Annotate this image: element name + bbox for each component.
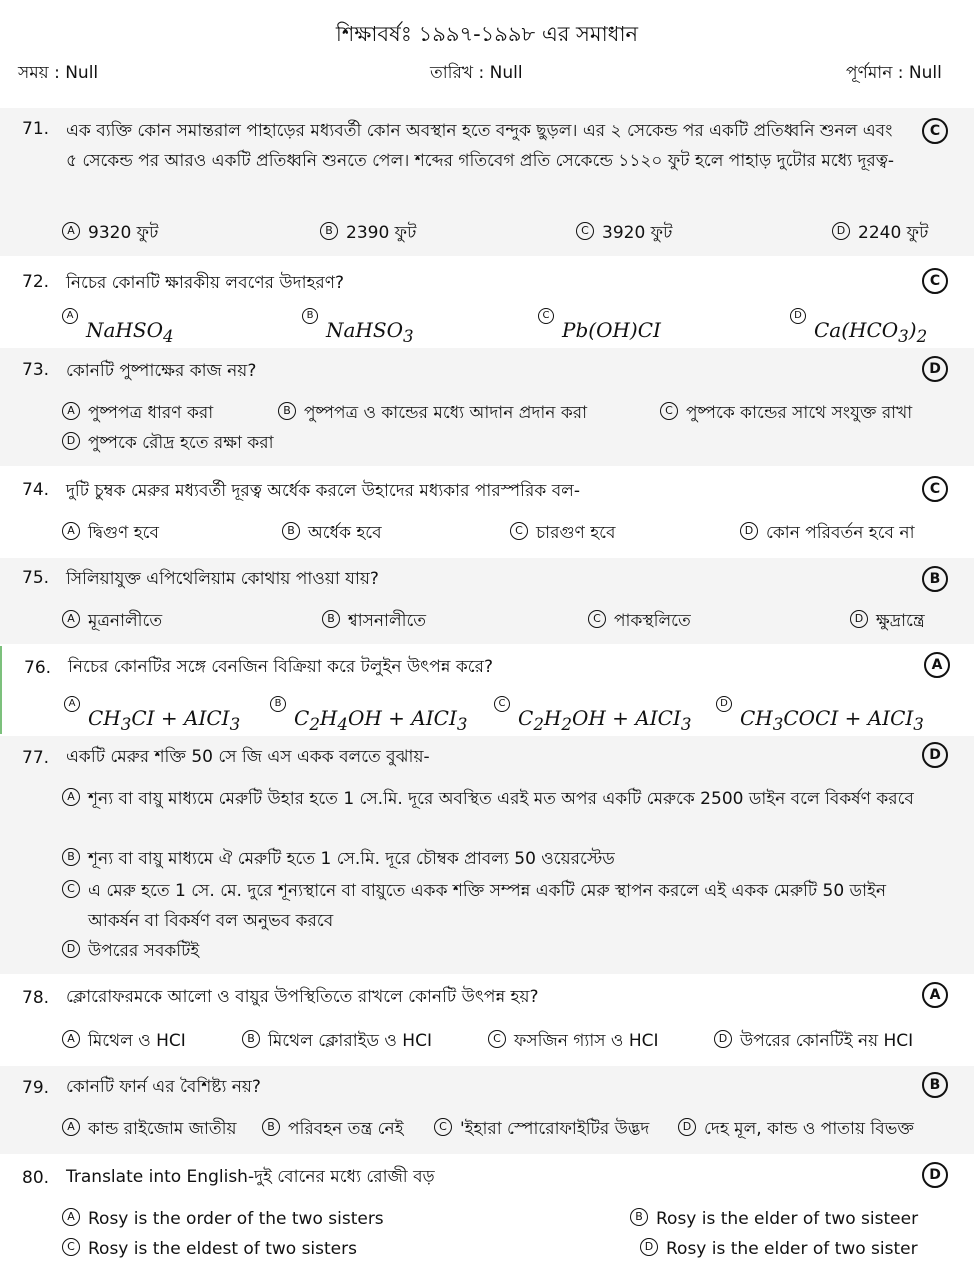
question-80 <box>0 1156 974 1270</box>
option-text: শূন্য বা বায়ু মাধ্যমে মেরুটি উহার হতে 1 সে.মি. দূরে অবস্থিত এরই মত অপর একটি মেরুকে 2500 ডাইন বলে বিকর্ষণ করবে <box>88 789 914 809</box>
option-a[interactable]: ANaHSO$_4$ <box>62 318 174 346</box>
answer-badge: C <box>922 118 948 144</box>
option-b[interactable] <box>320 218 416 248</box>
option-letter: D <box>62 432 80 450</box>
option-text: 3920 ফুট <box>602 223 673 243</box>
option-text: ক্ষুদ্রান্ত্রে <box>876 611 925 631</box>
option-c[interactable]: $CC_2H_2OH$ + $AICI_3$ <box>494 706 691 734</box>
question-text: নিচের কোনটির সঙ্গে বেনজিন বিক্রিয়া করে টলুইন উৎপন্ন করে? <box>68 657 494 677</box>
question-text: সিলিয়াযুক্ত এপিথেলিয়াম কোথায় পাওয়া যায়? <box>66 569 379 589</box>
option-a[interactable] <box>62 784 938 814</box>
option-text: 9320 ফুট <box>88 223 159 243</box>
option-text: পরিবহন তন্ত্র নেই <box>288 1119 404 1139</box>
option-a[interactable] <box>62 1026 186 1056</box>
option-d[interactable] <box>832 218 928 248</box>
option-letter: C <box>588 610 606 628</box>
option-a[interactable] <box>62 1114 237 1144</box>
option-letter: B <box>262 1118 280 1136</box>
option-letter: D <box>832 222 850 240</box>
question-71 <box>0 108 974 256</box>
option-letter: A <box>64 696 80 712</box>
option-text: পাকস্থলিতে <box>614 611 691 631</box>
answer-badge: B <box>922 1072 948 1098</box>
option-text: Rosy is the elder of two sisteer <box>656 1209 919 1229</box>
option-b[interactable] <box>242 1026 432 1056</box>
option-letter: C <box>660 402 678 420</box>
question-text: কোনটি ফার্ন এর বৈশিষ্ট্য নয়? <box>66 1077 261 1097</box>
option-a[interactable] <box>62 398 213 428</box>
option-text: অর্ধেক হবে <box>308 523 382 543</box>
option-text: 2240 ফুট <box>858 223 929 243</box>
option-text: চারগুণ হবে <box>536 523 616 543</box>
question-text: নিচের কোনটি ক্ষারকীয় লবণের উদাহরণ? <box>66 273 345 293</box>
question-text: ক্লোরোফরমকে আলো ও বায়ুর উপস্থিতিতে রাখলে কোনটি উৎপন্ন হয়? <box>66 987 539 1007</box>
option-b[interactable] <box>282 518 382 548</box>
option-c[interactable] <box>588 606 691 636</box>
option-c[interactable] <box>576 218 672 248</box>
question-77 <box>0 736 974 974</box>
option-letter: C <box>62 880 80 898</box>
option-letter: B <box>278 402 296 420</box>
option-c[interactable] <box>62 1234 357 1264</box>
option-c[interactable] <box>510 518 615 548</box>
option-b[interactable] <box>262 1114 404 1144</box>
option-letter: A <box>62 1118 80 1136</box>
option-a[interactable]: $ACH_3CI$ + $AICI_3$ <box>64 706 240 734</box>
question-number: 71. <box>22 119 50 139</box>
option-a[interactable] <box>62 1204 384 1234</box>
option-letter: D <box>62 940 80 958</box>
option-text: মিথেল ও HCI <box>88 1031 186 1051</box>
option-letter: B <box>320 222 338 240</box>
answer-badge: D <box>922 742 948 768</box>
option-text: 2390 ফুট <box>346 223 417 243</box>
full-marks-label: পূর্ণমান : Null <box>846 63 942 83</box>
answer-badge: A <box>924 652 950 678</box>
date-label: তারিখ : Null <box>430 63 523 83</box>
answer-badge: D <box>922 1162 948 1188</box>
question-text: কোনটি পুষ্পাক্ষের কাজ নয়? <box>66 361 257 381</box>
option-text: কোন পরিবর্তন হবে না <box>766 523 915 543</box>
option-letter: C <box>488 1030 506 1048</box>
question-number: 78. <box>22 988 50 1008</box>
option-d[interactable] <box>62 428 274 458</box>
option-a[interactable] <box>62 606 162 636</box>
option-text: পুষ্পপত্র ও কান্ডের মধ্যে আদান প্রদান করা <box>304 403 588 423</box>
option-text: শূন্য বা বায়ু মাধ্যমে ঐ মেরুটি হতে 1 সে.মি. দূরে চৌম্বক প্রাবল্য 50 ওয়েরস্টেড <box>88 849 615 869</box>
option-letter: A <box>62 222 80 240</box>
option-d[interactable] <box>678 1114 914 1144</box>
question-74 <box>0 468 974 556</box>
question-number: 73. <box>22 360 50 380</box>
option-text: Rosy is the elder of two sister <box>666 1239 918 1259</box>
option-letter: B <box>282 522 300 540</box>
option-d[interactable] <box>714 1026 913 1056</box>
option-letter: D <box>678 1118 696 1136</box>
question-number: 79. <box>22 1078 50 1098</box>
question-79 <box>0 1066 974 1154</box>
option-a[interactable] <box>62 518 159 548</box>
option-letter: C <box>538 308 554 324</box>
option-letter: C <box>494 696 510 712</box>
option-text: Rosy is the eldest of two sisters <box>88 1239 357 1259</box>
option-d[interactable]: $DCH_3COCI$ + $AICI_3$ <box>716 706 924 734</box>
option-text: মূত্রনালীতে <box>88 611 163 631</box>
question-number: 80. <box>22 1168 50 1188</box>
option-d[interactable] <box>62 936 938 966</box>
question-text: একটি মেরুর শক্তি 50 সে জি এস একক বলতে বুঝায়- <box>66 747 430 767</box>
option-c[interactable] <box>62 876 938 936</box>
question-number: 77. <box>22 748 50 768</box>
option-letter: C <box>434 1118 452 1136</box>
option-text: পুষ্পপত্র ধারণ করা <box>88 403 214 423</box>
option-d[interactable] <box>640 1234 918 1264</box>
option-text: Rosy is the order of the two sisters <box>88 1209 384 1229</box>
option-text: শ্বাসনালীতে <box>348 611 427 631</box>
time-label: সময় : Null <box>18 63 99 83</box>
option-b[interactable] <box>62 844 938 874</box>
option-letter: A <box>62 788 80 806</box>
option-letter: D <box>790 308 806 324</box>
question-text: Translate into English-দুই বোনের মধ্যে রোজী বড় <box>66 1167 435 1187</box>
option-letter: C <box>510 522 528 540</box>
option-text: উপরের সবকটিই <box>88 941 200 961</box>
option-text: দেহ মূল, কান্ড ও পাতায় বিভক্ত <box>704 1119 914 1139</box>
option-letter: C <box>576 222 594 240</box>
option-letter: C <box>62 1238 80 1256</box>
option-text: পুষ্পকে কান্ডের সাথে সংযুক্ত রাখা <box>686 403 913 423</box>
option-a[interactable] <box>62 218 158 248</box>
option-letter: A <box>62 1030 80 1048</box>
page-title: শিক্ষাবর্ষঃ ১৯৯৭-১৯৯৮ এর সমাধান <box>335 22 639 46</box>
option-text: এ মেরু হতে 1 সে. মে. দুরে শূন্যস্থানে বা বায়ুতে একক শক্তি সম্পন্ন একটি মেরু স্থাপন করলে এই একক মেরুটি 50 ডাইন আকর্ষন বা বিকর্ষণ বল অনুভব করবে <box>88 881 886 931</box>
option-d[interactable] <box>740 518 915 548</box>
option-letter: D <box>714 1030 732 1048</box>
answer-badge: D <box>922 356 948 382</box>
answer-badge: C <box>922 268 948 294</box>
question-text: এক ব্যক্তি কোন সমান্তরাল পাহাড়ের মধ্যবর্তী কোন অবস্থান হতে বন্দুক ছুড়ল। এর ২ সেকেন্ড পর একটি প্রতিধ্বনি শুনল এবং ৫ সেকেন্ড পর আরও একটি প্রতিধ্বনি শুনতে পেল। শব্দের গতিবেগ প্রতি সেকেন্ডে ১১২০ ফুট হলে পাহাড় দুটোর মধ্যে দূরত্ব- <box>66 121 895 171</box>
question-number: 75. <box>22 568 50 588</box>
option-b[interactable]: $BC_2H_4OH$ + $AICI_3$ <box>270 706 467 734</box>
option-b[interactable] <box>278 398 587 428</box>
question-73 <box>0 348 974 466</box>
answer-badge: A <box>922 982 948 1008</box>
option-c[interactable] <box>660 398 912 428</box>
option-letter: D <box>850 610 868 628</box>
option-letter: A <box>62 402 80 420</box>
question-number: 72. <box>22 272 50 292</box>
option-text: কান্ড রাইজোম জাতীয় <box>88 1119 237 1139</box>
option-c[interactable] <box>538 310 661 342</box>
option-text: উপরের কোনটিই নয় HCI <box>740 1031 914 1051</box>
option-text: মিথেল ক্লোরাইড ও HCI <box>268 1031 432 1051</box>
option-letter: A <box>62 308 78 324</box>
option-text: 'ইহারা স্পোরোফাইটির উদ্ভদ <box>460 1119 650 1139</box>
option-letter: D <box>640 1238 658 1256</box>
option-text: Pb(OH)CI <box>562 318 661 342</box>
option-letter: B <box>270 696 286 712</box>
option-b[interactable] <box>322 606 426 636</box>
option-b[interactable] <box>630 1204 918 1234</box>
option-letter: B <box>322 610 340 628</box>
option-b[interactable]: BNaHSO$_3$ <box>302 318 414 346</box>
question-75 <box>0 558 974 644</box>
option-letter: D <box>716 696 732 712</box>
question-number: 74. <box>22 480 50 500</box>
question-72 <box>0 258 974 346</box>
option-c[interactable] <box>434 1114 649 1144</box>
option-letter: A <box>62 522 80 540</box>
answer-badge: C <box>922 476 948 502</box>
option-letter: B <box>302 308 318 324</box>
option-letter: D <box>740 522 758 540</box>
question-78 <box>0 976 974 1064</box>
option-letter: A <box>62 610 80 628</box>
option-letter: B <box>630 1208 648 1226</box>
option-text: পুষ্পকে রৌদ্র হতে রক্ষা করা <box>88 433 274 453</box>
option-letter: B <box>242 1030 260 1048</box>
option-text: দ্বিগুণ হবে <box>88 523 159 543</box>
question-text: দুটি চুম্বক মেরুর মধ্যবর্তী দূরত্ব অর্ধেক করলে উহাদের মধ্যকার পারস্পরিক বল- <box>66 481 580 501</box>
option-letter: B <box>62 848 80 866</box>
question-number: 76. <box>24 658 52 678</box>
question-76 <box>0 646 974 734</box>
option-c[interactable] <box>488 1026 659 1056</box>
answer-badge: B <box>922 566 948 592</box>
option-d[interactable] <box>850 606 925 636</box>
option-d[interactable]: $DCa(HCO_3)_2$ <box>790 318 927 346</box>
option-text: ফসজিন গ্যাস ও HCI <box>514 1031 659 1051</box>
option-letter: A <box>62 1208 80 1226</box>
